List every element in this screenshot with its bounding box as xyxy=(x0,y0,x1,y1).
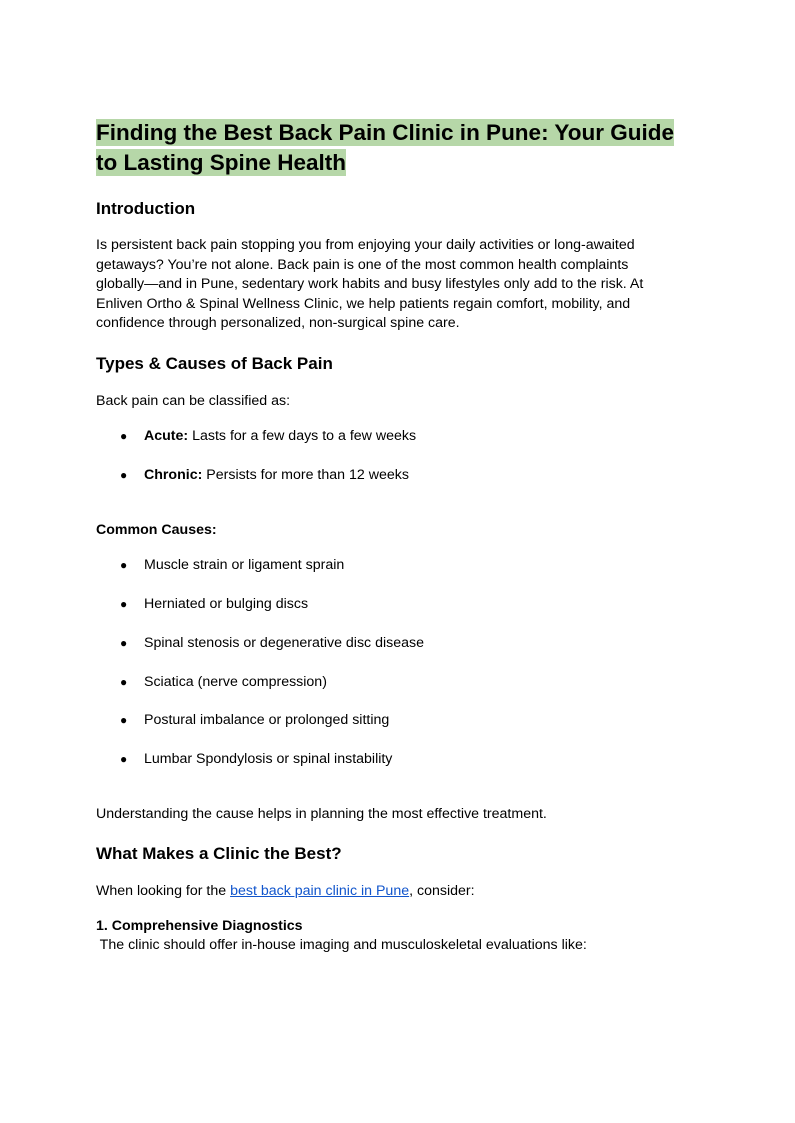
title-line-2: to Lasting Spine Health xyxy=(96,150,347,175)
cause-text: Postural imbalance or prolonged sitting xyxy=(144,712,390,728)
cause-text: Sciatica (nerve compression) xyxy=(144,674,327,690)
cause-text: Muscle strain or ligament sprain xyxy=(144,557,345,573)
bullet-icon: ● xyxy=(120,713,128,727)
comprehensive-diagnostics-heading: 1. Comprehensive Diagnostics xyxy=(96,918,303,934)
introduction-heading: Introduction xyxy=(96,199,196,218)
bullet-icon: ● xyxy=(120,558,128,572)
bullet-icon: ● xyxy=(120,675,128,689)
cause-text: Herniated or bulging discs xyxy=(144,596,309,612)
introduction-paragraph: Is persistent back pain stopping you from enjoying your daily activities or long-awaited getaways? You’re not alone. Back pain is one of the most common health complaints globally—and in Pune, sedentary work habits and busy lifestyles only add to the risk. At Enliven Ortho & Spinal Wellness Clinic, we help patients regain comfort, mobility, and confidence through personalized, non-surgical spine care. xyxy=(96,237,644,331)
bullet-icon: ● xyxy=(120,429,128,443)
lead-after-text: , consider: xyxy=(409,883,475,899)
lead-before-text: When looking for the xyxy=(96,883,231,899)
best-clinic-link[interactable]: best back pain clinic in Pune xyxy=(230,883,410,899)
best-clinic-heading: What Makes a Clinic the Best? xyxy=(96,844,342,863)
best-clinic-lead xyxy=(96,882,676,902)
types-lead-text: Back pain can be classified as: xyxy=(96,393,291,409)
chronic-text: Persists for more than 12 weeks xyxy=(202,467,409,483)
acute-text: Lasts for a few days to a few weeks xyxy=(188,428,417,444)
title-line-1: Finding the Best Back Pain Clinic in Pune: Your Guide xyxy=(96,120,674,145)
bullet-icon: ● xyxy=(120,636,128,650)
bullet-icon: ● xyxy=(120,597,128,611)
cause-text: Lumbar Spondylosis or spinal instability xyxy=(144,751,393,767)
cause-text: Spinal stenosis or degenerative disc disease xyxy=(144,635,424,651)
acute-label: Acute: xyxy=(144,428,189,444)
causes-conclusion: Understanding the cause helps in planning the most effective treatment. xyxy=(96,806,547,822)
types-causes-heading: Types & Causes of Back Pain xyxy=(96,354,333,373)
chronic-label: Chronic: xyxy=(144,467,203,483)
common-causes-heading: Common Causes: xyxy=(96,522,217,538)
diagnostics-text: The clinic should offer in-house imaging and musculoskeletal evaluations like: xyxy=(96,937,587,953)
document-title xyxy=(96,118,696,178)
bullet-icon: ● xyxy=(120,468,128,482)
bullet-icon: ● xyxy=(120,752,128,766)
